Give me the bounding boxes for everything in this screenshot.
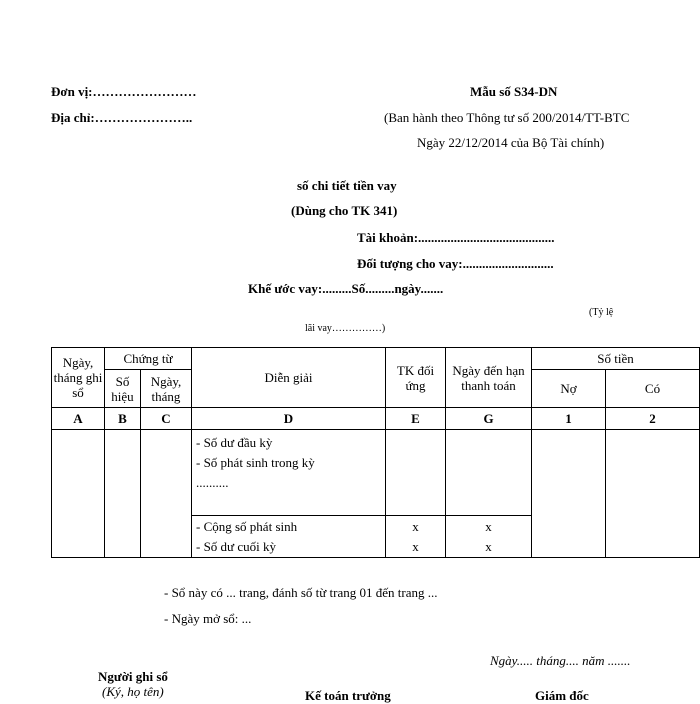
code-2: 2 — [606, 408, 700, 430]
document-subtitle: (Dùng cho TK 341) — [291, 203, 398, 218]
code-e: E — [386, 408, 446, 430]
contract-field: Khế ước vay:.........Số.........ngày....... — [248, 281, 444, 296]
total-activity-label: - Cộng số phát sinh — [196, 519, 298, 534]
header-description: Diễn giải — [192, 348, 386, 408]
ledger-table — [51, 347, 700, 558]
document-title: số chi tiết tiền vay — [297, 178, 397, 193]
header-contra-account: TK đối ứng — [386, 348, 446, 408]
cell-credit[interactable] — [606, 430, 700, 558]
form-code: Mẫu số S34-DN — [470, 84, 558, 99]
code-d: D — [192, 408, 386, 430]
address-label: Địa chỉ:………………….. — [51, 110, 193, 125]
cell-debit[interactable] — [532, 430, 606, 558]
cell-footer-contra — [386, 516, 446, 558]
header-debit: Nợ — [532, 370, 606, 408]
cell-voucher-no[interactable] — [105, 430, 141, 558]
director-title: Giám đốc — [535, 688, 589, 703]
header-credit: Có — [606, 370, 700, 408]
opening-balance-label: - Số dư đầu kỳ — [196, 435, 273, 450]
recorder-title: Người ghi sổ — [98, 669, 168, 684]
table-row — [52, 430, 700, 516]
cell-footer-due — [446, 516, 532, 558]
cell-contra-account[interactable] — [386, 430, 446, 516]
header-voucher-date: Ngày, tháng — [141, 370, 192, 408]
ellipsis-label: .......... — [196, 475, 229, 490]
cell-voucher-date[interactable] — [141, 430, 192, 558]
header-date-recorded: Ngày, tháng ghi sổ — [52, 348, 105, 408]
recorder-sign-note: (Ký, họ tên) — [102, 684, 164, 699]
closing-balance-label: - Số dư cuối kỳ — [196, 539, 276, 554]
cell-footer-description[interactable] — [192, 516, 386, 558]
header-voucher: Chứng từ — [105, 348, 192, 370]
code-a: A — [52, 408, 105, 430]
unit-label: Đơn vị:…………………… — [51, 84, 197, 99]
cell-date-recorded[interactable] — [52, 430, 105, 558]
pages-note: - Sổ này có ... trang, đánh số từ trang 01 đến trang ... — [164, 585, 438, 600]
interest-rate-field: lãi vay……………) — [305, 323, 386, 334]
issued-by-line2: Ngày 22/12/2014 của Bộ Tài chính) — [417, 135, 605, 150]
code-c: C — [141, 408, 192, 430]
interest-rate-label: (Tỷ lệ — [589, 307, 614, 318]
chief-accountant-title: Kế toán trưởng — [305, 688, 391, 703]
cell-due-date[interactable] — [446, 430, 532, 516]
cell-body-description[interactable] — [192, 430, 386, 516]
header-due-date: Ngày đến hạn thanh toán — [446, 348, 532, 408]
x-mark: x — [412, 539, 419, 554]
x-mark: x — [485, 539, 492, 554]
issued-by-line1: (Ban hành theo Thông tư số 200/2014/TT-BTC — [384, 110, 630, 125]
period-activity-label: - Số phát sinh trong kỳ — [196, 455, 315, 470]
column-code-row — [52, 408, 700, 430]
signature-date-line: Ngày..... tháng.... năm ....... — [490, 653, 631, 668]
account-field: Tài khoản:.......................................... — [357, 230, 555, 245]
x-mark: x — [485, 519, 492, 534]
header-amount: Số tiền — [532, 348, 700, 370]
code-b: B — [105, 408, 141, 430]
x-mark: x — [412, 519, 419, 534]
code-1: 1 — [532, 408, 606, 430]
borrower-field: Đối tượng cho vay:............................ — [357, 256, 554, 271]
code-g: G — [446, 408, 532, 430]
open-date-note: - Ngày mở sổ: ... — [164, 611, 252, 626]
header-voucher-no: Số hiệu — [105, 370, 141, 408]
